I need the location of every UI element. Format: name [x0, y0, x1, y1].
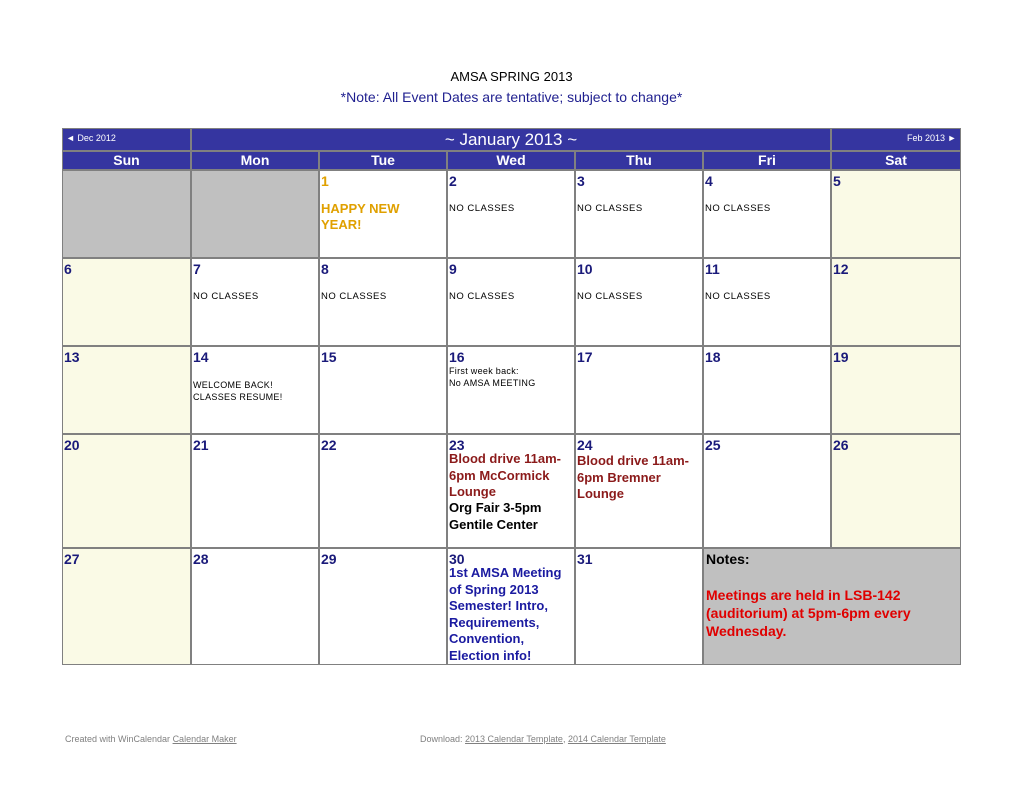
day-number: 23: [449, 437, 465, 453]
day-number: 22: [321, 437, 337, 453]
month-title: ~ January 2013 ~: [444, 130, 578, 149]
day-number: 8: [321, 261, 329, 277]
footer-right: [420, 734, 666, 744]
day-number: 29: [321, 551, 337, 567]
day-cell-empty: [63, 171, 190, 257]
day-number: 7: [193, 261, 201, 277]
day-number: 16: [449, 349, 465, 365]
calendar-2013-link[interactable]: 2013 Calendar Template: [465, 734, 563, 744]
day-cell[interactable]: [832, 347, 960, 433]
day-cell[interactable]: [832, 171, 960, 257]
day-cell[interactable]: [192, 347, 318, 433]
day-number: 19: [833, 349, 849, 365]
next-month-link[interactable]: Feb 2013 ►: [907, 133, 957, 143]
day-cell[interactable]: [320, 347, 446, 433]
day-number: 27: [64, 551, 80, 567]
day-number: 10: [577, 261, 593, 277]
day-cell[interactable]: [576, 171, 702, 257]
event-text: NO CLASSES: [705, 291, 771, 302]
weekday-thu: Thu: [576, 152, 702, 169]
weekday-wed: Wed: [448, 152, 574, 169]
day-number: 11: [705, 261, 720, 277]
day-number: 25: [705, 437, 721, 453]
weekday-sun: Sun: [63, 152, 190, 169]
weekday-fri: Fri: [704, 152, 830, 169]
page-subtitle: *Note: All Event Dates are tentative; subject to change*: [340, 89, 683, 105]
day-cell[interactable]: [192, 549, 318, 664]
day-cell[interactable]: [63, 549, 190, 664]
day-number: 26: [833, 437, 849, 453]
footer-separator: ,: [562, 734, 568, 744]
footer-left: [65, 734, 237, 744]
day-cell[interactable]: [320, 171, 446, 257]
event-text: HAPPY NEW YEAR!: [321, 201, 400, 232]
day-number: 4: [705, 173, 713, 189]
weekday-tue: Tue: [320, 152, 446, 169]
day-cell[interactable]: [704, 259, 830, 345]
event-text: Blood drive 11am- 6pm Bremner Lounge: [577, 453, 689, 501]
day-number: 3: [577, 173, 585, 189]
day-cell[interactable]: [448, 259, 574, 345]
day-number: 17: [577, 349, 593, 365]
prev-month-link[interactable]: ◄ Dec 2012: [66, 133, 116, 143]
event-text: NO CLASSES: [321, 291, 387, 302]
event-text: Blood drive 11am- 6pm McCormick Lounge: [449, 451, 561, 499]
weekday-mon: Mon: [192, 152, 318, 169]
day-cell[interactable]: [63, 347, 190, 433]
day-number: 5: [833, 173, 841, 189]
day-number: 1: [321, 173, 329, 189]
day-cell[interactable]: [448, 171, 574, 257]
day-number: 15: [321, 349, 337, 365]
event-text: NO CLASSES: [705, 203, 771, 214]
day-number: 13: [64, 349, 80, 365]
event-text: 1st AMSA Meeting of Spring 2013 Semester! Intro, Requirements, Convention, Election info!: [449, 565, 562, 663]
event-text: WELCOME BACK! CLASSES RESUME!: [193, 380, 283, 402]
day-cell[interactable]: [320, 435, 446, 547]
day-cell[interactable]: [320, 549, 446, 664]
day-cell[interactable]: [704, 347, 830, 433]
day-cell[interactable]: [576, 347, 702, 433]
day-cell[interactable]: [448, 549, 574, 664]
page-title: AMSA SPRING 2013: [450, 69, 573, 84]
day-number: 31: [577, 551, 593, 567]
day-number: 14: [193, 349, 209, 365]
day-number: 28: [193, 551, 209, 567]
calendar-maker-link[interactable]: Calendar Maker: [172, 734, 237, 744]
day-number: 6: [64, 261, 72, 277]
day-number: 30: [449, 551, 465, 567]
day-number: 21: [193, 437, 209, 453]
day-cell[interactable]: [448, 347, 574, 433]
day-cell[interactable]: [576, 435, 702, 547]
day-number: 20: [64, 437, 80, 453]
day-cell[interactable]: [832, 259, 960, 345]
day-cell[interactable]: [704, 171, 830, 257]
notes-text: Meetings are held in LSB-142 (auditorium) at 5pm-6pm every Wednesday.: [706, 587, 911, 639]
day-cell[interactable]: [448, 435, 574, 547]
day-cell[interactable]: [832, 435, 960, 547]
event-text: NO CLASSES: [449, 203, 515, 214]
event-text: First week back: No AMSA MEETING: [449, 366, 536, 388]
day-cell[interactable]: [63, 259, 190, 345]
day-cell[interactable]: [192, 259, 318, 345]
day-number: 24: [577, 437, 593, 453]
footer-left-text: Created with WinCalendar: [65, 734, 173, 744]
day-number: 9: [449, 261, 457, 277]
day-cell[interactable]: [576, 549, 702, 664]
day-cell[interactable]: [576, 259, 702, 345]
day-number: 18: [705, 349, 721, 365]
day-cell[interactable]: [320, 259, 446, 345]
day-cell[interactable]: [192, 435, 318, 547]
event-text: NO CLASSES: [449, 291, 515, 302]
notes-box: [704, 549, 960, 664]
day-cell[interactable]: [704, 435, 830, 547]
calendar-2014-link[interactable]: 2014 Calendar Template: [567, 734, 666, 744]
footer-download-text: Download:: [420, 734, 466, 744]
weekday-sat: Sat: [832, 152, 960, 169]
day-number: 2: [449, 173, 457, 189]
event-text: NO CLASSES: [577, 203, 643, 214]
day-cell[interactable]: [63, 435, 190, 547]
day-number: 12: [833, 261, 849, 277]
event-text: NO CLASSES: [193, 291, 259, 302]
event-text: NO CLASSES: [577, 291, 643, 302]
notes-label: Notes:: [706, 551, 750, 567]
event-text: Org Fair 3-5pm Gentile Center: [449, 500, 542, 532]
day-cell-empty: [192, 171, 318, 257]
